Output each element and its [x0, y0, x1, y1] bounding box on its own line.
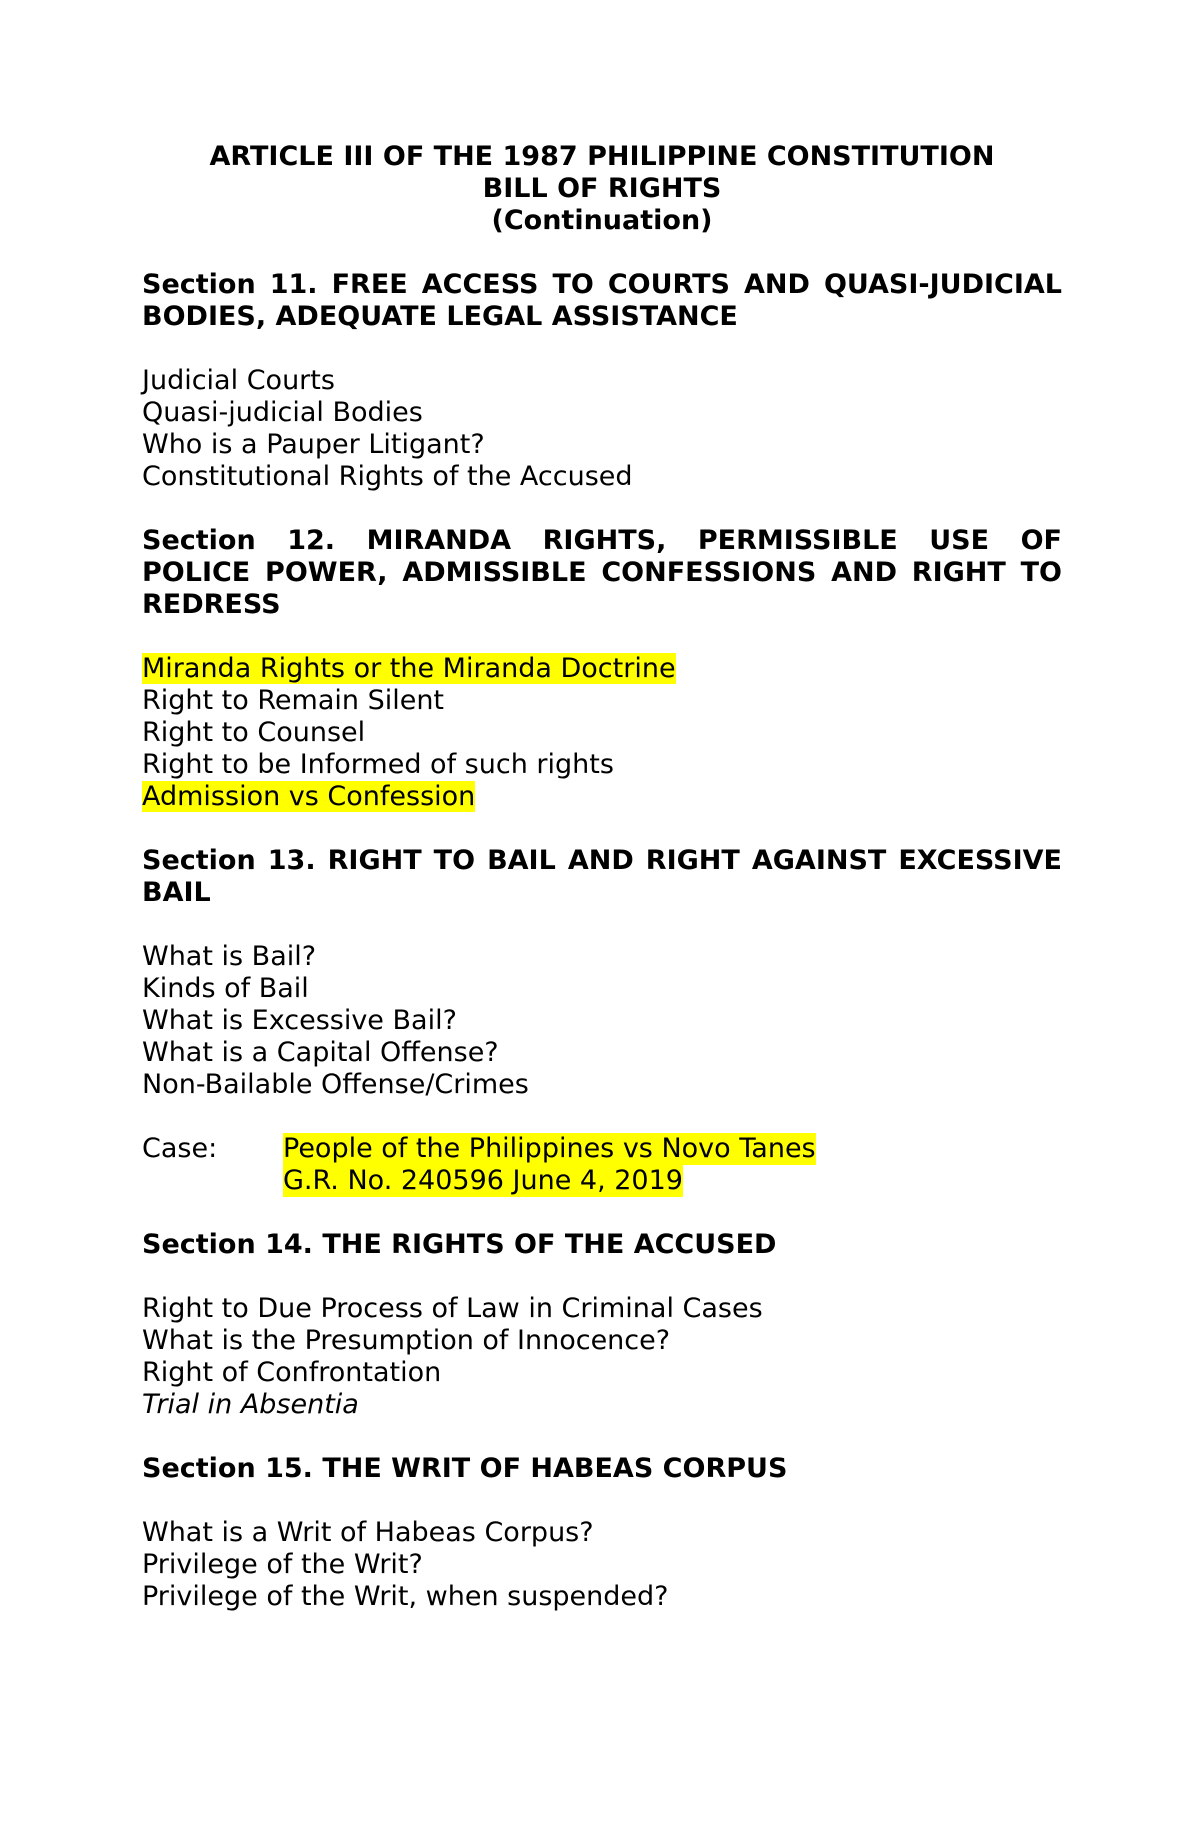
section-11-item: Quasi-judicial Bodies	[142, 397, 423, 428]
highlighted-text: Admission vs Confession	[142, 781, 476, 812]
case-label: Case:	[142, 1133, 218, 1164]
section-11-item: Judicial Courts	[142, 365, 335, 396]
section-12-item	[142, 781, 475, 813]
section-13-item: What is Bail?	[142, 941, 317, 972]
section-14-item: Right to Due Process of Law in Criminal Cases	[142, 1293, 763, 1324]
section-12-item: Right to Remain Silent	[142, 685, 445, 716]
continuation-label: (Continuation)	[491, 205, 713, 236]
case-title: People of the Philippines vs Novo Tanes	[283, 1133, 816, 1164]
case-citation	[142, 1133, 1062, 1165]
section-11-item: Constitutional Rights of the Accused	[142, 461, 633, 492]
section-15-heading: Section 15. THE WRIT OF HABEAS CORPUS	[142, 1453, 788, 1484]
section-13-heading-cont: BAIL	[142, 877, 211, 908]
section-15-item: What is a Writ of Habeas Corpus?	[142, 1517, 594, 1548]
section-13-item: What is a Capital Offense?	[142, 1037, 499, 1068]
section-12-item: Right to be Informed of such rights	[142, 749, 614, 780]
case-gr-number: G.R. No. 240596 June 4, 2019	[283, 1165, 683, 1196]
section-13-item: Kinds of Bail	[142, 973, 309, 1004]
case-reference	[142, 1165, 1062, 1197]
section-14-item: Trial in Absentia	[142, 1389, 359, 1420]
section-11-heading-cont: BODIES, ADEQUATE LEGAL ASSISTANCE	[142, 301, 738, 332]
section-13-item: Non-Bailable Offense/Crimes	[142, 1069, 529, 1100]
section-14-item: Right of Confrontation	[142, 1357, 442, 1388]
highlighted-text: Miranda Rights or the Miranda Doctrine	[142, 653, 676, 684]
section-11-item: Who is a Pauper Litigant?	[142, 429, 485, 460]
section-12-heading: Section 12. MIRANDA RIGHTS, PERMISSIBLE USE OF	[142, 525, 1062, 556]
section-14-heading: Section 14. THE RIGHTS OF THE ACCUSED	[142, 1229, 777, 1260]
section-11-heading: Section 11. FREE ACCESS TO COURTS AND QUASI-JUDICIAL	[142, 269, 1062, 300]
section-12-item	[142, 653, 676, 685]
section-12-item: Right to Counsel	[142, 717, 366, 748]
section-12-heading-end: REDRESS	[142, 589, 281, 620]
section-13-item: What is Excessive Bail?	[142, 1005, 457, 1036]
section-14-item: What is the Presumption of Innocence?	[142, 1325, 671, 1356]
document-title: ARTICLE III OF THE 1987 PHILIPPINE CONSTITUTION	[209, 141, 995, 172]
section-13-heading: Section 13. RIGHT TO BAIL AND RIGHT AGAINST EXCESSIVE	[142, 845, 1062, 876]
section-15-item: Privilege of the Writ, when suspended?	[142, 1581, 669, 1612]
section-12-heading-cont: POLICE POWER, ADMISSIBLE CONFESSIONS AND RIGHT TO	[142, 557, 1062, 588]
document-subtitle: BILL OF RIGHTS	[482, 173, 722, 204]
section-15-item: Privilege of the Writ?	[142, 1549, 423, 1580]
